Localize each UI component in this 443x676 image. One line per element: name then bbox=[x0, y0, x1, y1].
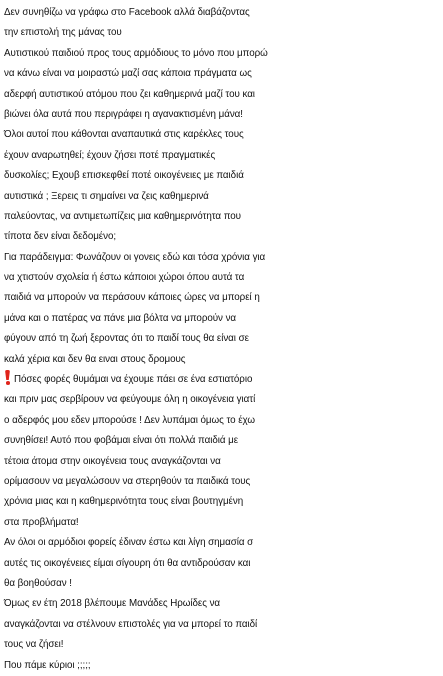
post-line-text: έχουν αναρωτηθεί; έχουν ζήσει ποτέ πραγματικές bbox=[4, 149, 216, 161]
post-line bbox=[4, 23, 440, 43]
post-line-text: αδερφή αυτιστικού ατόμου που ζει καθημερινά μαζί του και bbox=[4, 88, 255, 100]
post-line-text: τίποτα δεν είναι δεδομένο; bbox=[4, 231, 117, 243]
post-line bbox=[4, 350, 440, 370]
post-line bbox=[4, 146, 440, 166]
post-line-text: Αυτιστικού παιδιού προς τους αρμόδιους το μόνο που μπορώ bbox=[4, 47, 268, 59]
post-line bbox=[4, 513, 440, 533]
post-line bbox=[4, 329, 440, 349]
post-line bbox=[4, 268, 440, 288]
post-text bbox=[4, 3, 440, 676]
post-line-text: Δεν συνηθίζω να γράφω στο Facebook αλλά διαβάζοντας bbox=[4, 7, 250, 18]
post-line-text: Όμως εν έτη 2018 βλέπουμε Μανάδες Ηρωίδες να bbox=[4, 598, 221, 610]
post-line bbox=[4, 3, 440, 23]
post-line bbox=[4, 635, 440, 655]
post-line-text: να χτιστούν σχολεία ή έστω κάποιοι χώροι όπου αυτά τα bbox=[4, 272, 245, 284]
post-line bbox=[4, 85, 440, 105]
post-line-text: θα βοηθούσαν ! bbox=[4, 577, 72, 589]
post-line-text: αυτές τις οικογένειες είμαι σίγουρη ότι θα αντιδρούσαν και bbox=[4, 557, 251, 569]
post-line bbox=[4, 248, 440, 268]
post-line bbox=[4, 370, 440, 390]
post-line bbox=[4, 166, 440, 186]
post-line bbox=[4, 472, 440, 492]
post-line bbox=[4, 452, 440, 472]
post-line-text: τους να ζήσει! bbox=[4, 639, 64, 651]
post-line-text: Πόσες φορές θυμάμαι να έχουμε πάει σε ένα εστιατόριο bbox=[14, 374, 253, 386]
post-line-text: ορίμασουν να μεγαλώσουν να στερηθούν τα παιδικά τους bbox=[4, 475, 251, 487]
post-line-text: ο αδερφός μου εδεν μπορούσε ! Δεν λυπάμαι όμως το έχω bbox=[4, 414, 255, 426]
post-line bbox=[4, 207, 440, 227]
post-line-text: αυτιστικά ; Ξερεις τι σημαίνει να ζεις καθημερινά bbox=[4, 190, 209, 202]
post-line bbox=[4, 309, 440, 329]
red-exclamation-icon bbox=[4, 370, 11, 384]
post-line-text: αναγκάζονται να στέλνουν επιστολές για να μπορεί το παιδί bbox=[4, 618, 258, 630]
post-line bbox=[4, 125, 440, 145]
post-line-text: Για παράδειγμα: Φωνάζουν οι γονεις εδώ και τόσα χρόνια για bbox=[4, 251, 266, 263]
post-line-text: να κάνω είναι να μοιραστώ μαζί σας κάποια πράγματα ως bbox=[4, 68, 252, 80]
post-line-text: καλά χέρια και δεν θα ειναι στους δρομους bbox=[4, 353, 186, 365]
post-line bbox=[4, 656, 440, 676]
post-line bbox=[4, 431, 440, 451]
post-line-text: την επιστολή της μάνας του bbox=[4, 27, 122, 39]
post-line-text: δυσκολίες; Εχουβ επισκεφθεί ποτέ οικογένειες με παιδιά bbox=[4, 170, 244, 182]
post-line bbox=[4, 615, 440, 635]
post-line-text: στα προβλήματα! bbox=[4, 516, 79, 528]
post-line bbox=[4, 492, 440, 512]
post-line bbox=[4, 554, 440, 574]
post-line bbox=[4, 288, 440, 308]
post-line bbox=[4, 411, 440, 431]
post-line-text: και πριν μας σερβίρουν να φεύγουμε όλη η οικογένεια γιατί bbox=[4, 394, 256, 406]
post-line-text: Που πάμε κύριοι ;;;;; bbox=[4, 659, 91, 671]
post-line bbox=[4, 64, 440, 84]
post-line bbox=[4, 44, 440, 64]
post-line-text: Αν όλοι οι αρμόδιοι φορείς έδιναν έστω και λίγη σημασία σ bbox=[4, 537, 254, 549]
post-line-text: τέτοια άτομα στην οικογένεια τους αναγκάζονται να bbox=[4, 455, 221, 467]
post-line-text: βιώνει όλα αυτά που περιγράφει η αγανακτισμένη μάνα! bbox=[4, 108, 243, 120]
post-line bbox=[4, 533, 440, 553]
post-line-text: χρόνια μιας και η καθημερινότητα τους είναι βουτηγμένη bbox=[4, 496, 244, 508]
post-line-text: συνηθίσει! Αυτό που φοβάμαι είναι ότι πολλά παιδιά με bbox=[4, 435, 239, 447]
post-line bbox=[4, 105, 440, 125]
post-line-text: φύγουν από τη ζωή ξεροντας ότι το παιδί τους θα είναι σε bbox=[4, 333, 249, 345]
post-line bbox=[4, 594, 440, 614]
post-line bbox=[4, 574, 440, 594]
post-line-text: Όλοι αυτοί που κάθονται αναπαυτικά στις καρέκλες τους bbox=[4, 129, 244, 141]
post-line bbox=[4, 187, 440, 207]
post-line bbox=[4, 390, 440, 410]
post-line-text: μάνα και ο πατέρας να πάνε μια βόλτα να μπορούν να bbox=[4, 312, 237, 324]
post-line-text: παιδιά να μπορούν να περάσουν κάποιες ώρες να μπορεί η bbox=[4, 292, 260, 304]
post-line-text: παλεύοντας, να αντιμετωπίζεις μια καθημερινότητα που bbox=[4, 210, 241, 222]
post-line bbox=[4, 227, 440, 247]
